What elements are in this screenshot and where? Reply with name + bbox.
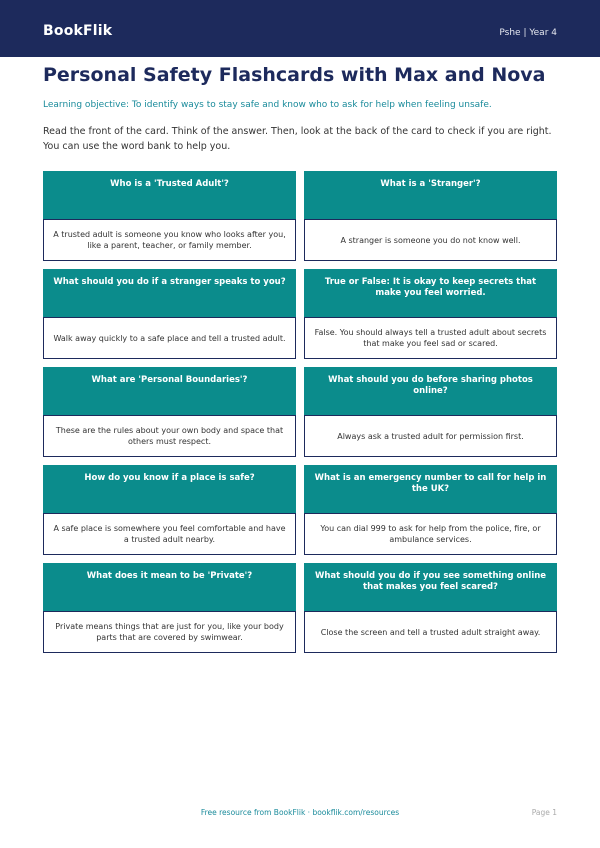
flashcard [43, 171, 296, 261]
flashcard [43, 367, 296, 457]
flashcard [43, 269, 296, 359]
flashcard-back: Close the screen and tell a trusted adult straight away. [304, 611, 557, 653]
flashcard-front: What does it mean to be 'Private'? [43, 563, 296, 611]
flashcard-front: What is an emergency number to call for help in the UK? [304, 465, 557, 513]
instructions: Read the front of the card. Think of the answer. Then, look at the back of the card to check if you are right. You can use the word bank to help you. [43, 126, 552, 152]
flashcard-front: Who is a 'Trusted Adult'? [43, 171, 296, 219]
flashcard [304, 367, 557, 457]
flashcard-front: What is a 'Stranger'? [304, 171, 557, 219]
page-number: Page 1 [531, 808, 557, 817]
flashcard-back: A safe place is somewhere you feel comfortable and have a trusted adult nearby. [43, 513, 296, 555]
brand-logo: BookFlik [43, 23, 113, 39]
flashcard [304, 563, 557, 653]
flashcard-grid [43, 171, 557, 653]
flashcard-back: A stranger is someone you do not know well. [304, 219, 557, 261]
flashcard [304, 269, 557, 359]
flashcard [304, 465, 557, 555]
subject-year-label: Pshe | Year 4 [499, 28, 557, 38]
flashcard-front: What should you do if a stranger speaks to you? [43, 269, 296, 317]
flashcard-back: Always ask a trusted adult for permission first. [304, 415, 557, 457]
flashcard-front: True or False: It is okay to keep secrets that make you feel worried. [304, 269, 557, 317]
flashcard-back: These are the rules about your own body and space that others must respect. [43, 415, 296, 457]
flashcard-front: How do you know if a place is safe? [43, 465, 296, 513]
flashcard-back: False. You should always tell a trusted adult about secrets that make you feel sad or scared. [304, 317, 557, 359]
flashcard-front: What should you do if you see something online that makes you feel scared? [304, 563, 557, 611]
flashcard-back: A trusted adult is someone you know who looks after you, like a parent, teacher, or family member. [43, 219, 296, 261]
flashcard-front: What should you do before sharing photos online? [304, 367, 557, 415]
learning-objective: Learning objective: To identify ways to stay safe and know who to ask for help when feeling unsafe. [43, 100, 492, 110]
top-banner [0, 0, 600, 57]
flashcard-back: Private means things that are just for you, like your body parts that are covered by swimwear. [43, 611, 296, 653]
flashcard-back: Walk away quickly to a safe place and tell a trusted adult. [43, 317, 296, 359]
flashcard [304, 171, 557, 261]
footer-link[interactable]: Free resource from BookFlik · bookflik.com/resources [200, 808, 400, 817]
flashcard-front: What are 'Personal Boundaries'? [43, 367, 296, 415]
flashcard [43, 465, 296, 555]
page-title: Personal Safety Flashcards with Max and Nova [43, 64, 546, 86]
flashcard-back: You can dial 999 to ask for help from the police, fire, or ambulance services. [304, 513, 557, 555]
flashcard [43, 563, 296, 653]
